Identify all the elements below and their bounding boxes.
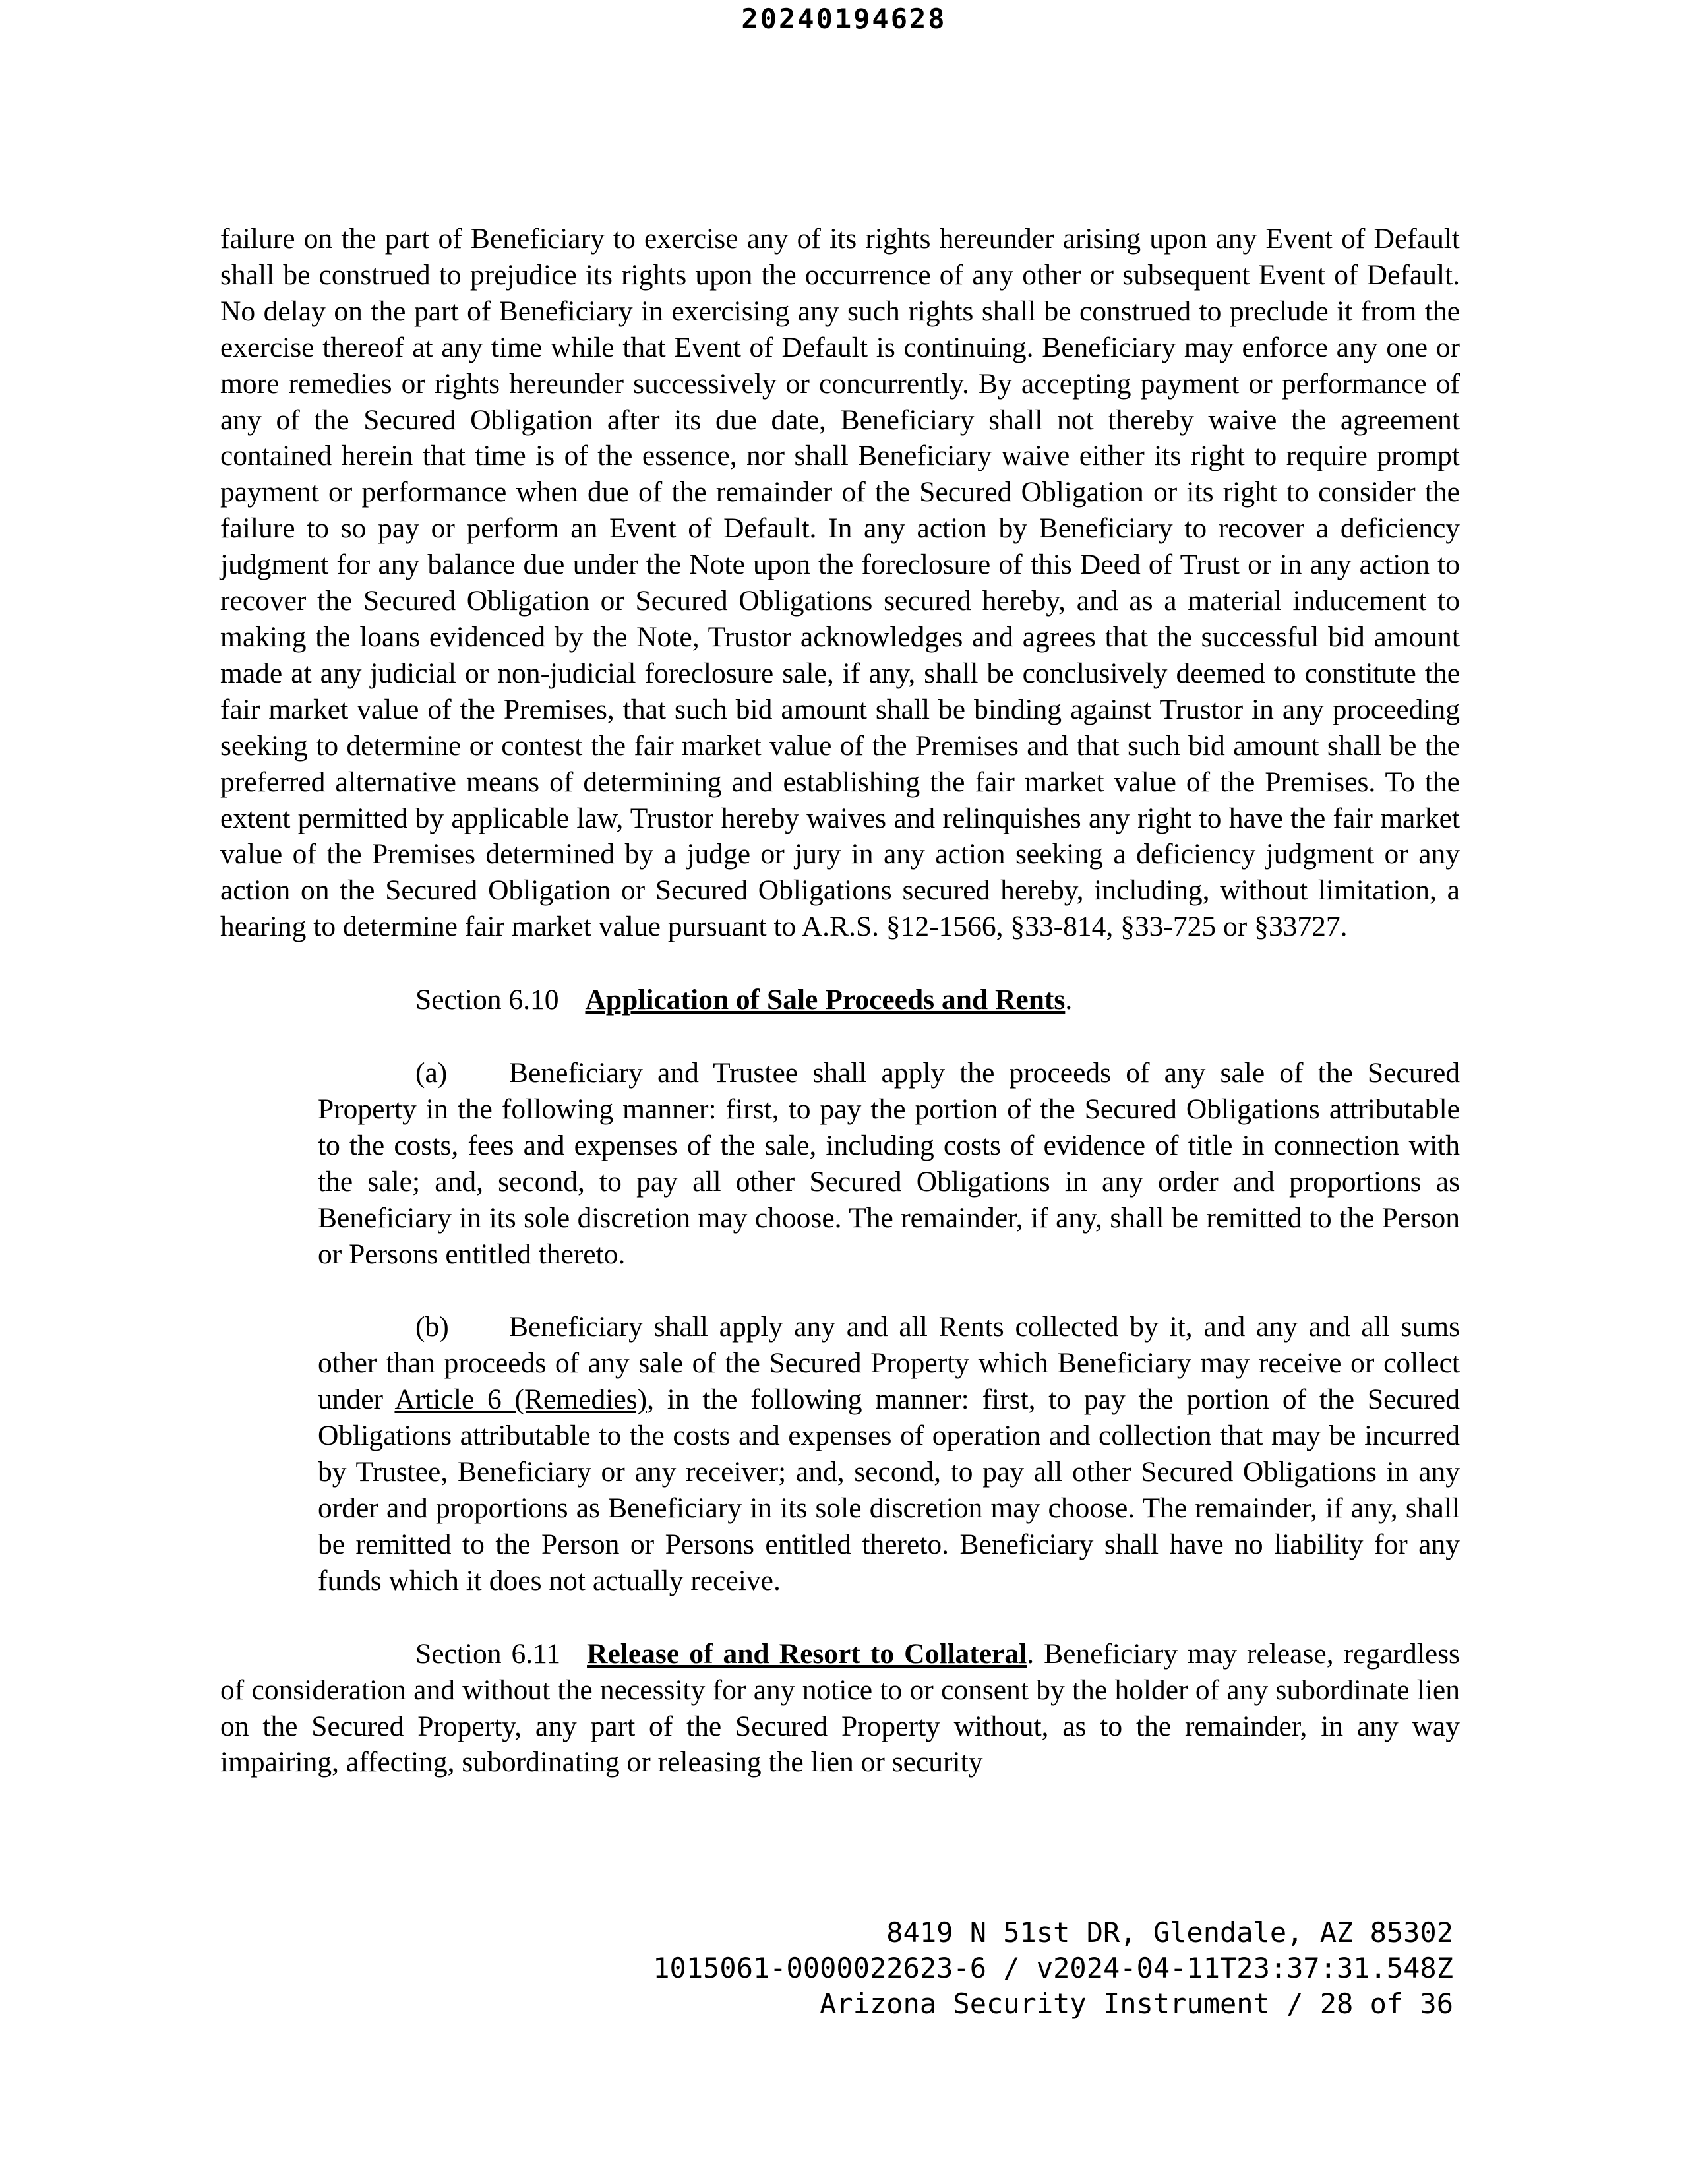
instrument-page-number: Arizona Security Instrument / 28 of 36 xyxy=(820,1987,1453,2020)
paragraph-text: Beneficiary shall apply any and all Rents collected by it, and any and all sums other than proceeds of any sale of the Secured Property which Beneficiary may receive or collect under xyxy=(318,1311,1460,1416)
paragraph-label: (a) xyxy=(415,1057,448,1089)
paragraph-text: Beneficiary and Trustee shall apply the proceeds of any sale of the Secured Property in the following manner: first, to pay the portion of the Secured Obligations attributable to the costs, fees and expenses of the sale, including costs of evidence of title in connection with the sale; and, second, to pay all other Secured Obligations in any order and proportions as Beneficiary in its sole discretion may choose. The remainder, if any, shall be remitted to the Person or Persons entitled thereto. xyxy=(318,1057,1460,1270)
paragraph-label: (b) xyxy=(415,1311,449,1343)
paragraph-a xyxy=(318,1055,1460,1272)
continuation-paragraph: failure on the part of Beneficiary to exercise any of its rights hereunder arising upon any Event of Default shall be construed to prejudice its rights upon the occurrence of any other or subsequent Event of Default. No delay on the part of Beneficiary in exercising any such rights shall be construed to preclude it from the exercise thereof at any time while that Event of Default is continuing. Beneficiary may enforce any one or more remedies or rights hereunder successively or concurrently. By accepting payment or performance of any of the Secured Obligation after its due date, Beneficiary shall not thereby waive the agreement contained herein that time is of the essence, nor shall Beneficiary waive either its right to require prompt payment or performance when due of the remainder of the Secured Obligation or its right to consider the failure to so pay or perform an Event of Default. In any action by Beneficiary to recover a deficiency judgment for any balance due under the Note upon the foreclosure of this Deed of Trust or in any action to recover the Secured Obligation or Secured Obligations secured hereby, and as a material inducement to making the loans evidenced by the Note, Trustor acknowledges and agrees that the successful bid amount made at any judicial or non-judicial foreclosure sale, if any, shall be conclusively deemed to constitute the fair market value of the Premises, that such bid amount shall be binding against Trustor in any proceeding seeking to determine or contest the fair market value of the Premises and that such bid amount shall be the preferred alternative means of determining and establishing the fair market value of the Premises. To the extent permitted by applicable law, Trustor hereby waives and relinquishes any right to have the fair market value of the Premises determined by a judge or jury in any action seeking a deficiency judgment or any action on the Secured Obligation or Secured Obligations secured hereby, including, without limitation, a hearing to determine fair market value pursuant to A.R.S. §12-1566, §33-814, §33-725 or §33727. xyxy=(220,223,1460,943)
page-footer xyxy=(653,1915,1453,2022)
property-address: 8419 N 51st DR, Glendale, AZ 85302 xyxy=(886,1916,1453,1949)
recording-number: 20240194628 xyxy=(741,3,947,35)
section-title: Release of and Resort to Collateral xyxy=(587,1637,1027,1670)
section-6-11 xyxy=(220,1636,1460,1781)
section-number: Section 6.11 xyxy=(415,1637,561,1670)
document-body xyxy=(220,221,1460,1780)
section-title: Application of Sale Proceeds and Rents xyxy=(585,984,1066,1016)
loan-version-id: 1015061-0000022623-6 / v2024-04-11T23:37:31.548Z xyxy=(653,1952,1453,1984)
section-6-10-heading xyxy=(220,982,1460,1018)
section-title-end: . xyxy=(1065,984,1073,1016)
paragraph-b xyxy=(318,1309,1460,1598)
section-text: . Beneficiary may release, regardless of consideration and without the necessity for any notice to or consent by the holder of any subordinate lien on the Secured Property, any part of the Secured Property without, as to the remainder, in any way impairing, affecting, subordinating or releasing the lien or security xyxy=(220,1637,1460,1778)
article-reference: Article 6 (Remedies) xyxy=(394,1383,648,1416)
section-number: Section 6.10 xyxy=(415,984,559,1016)
paragraph-text-continued: , in the following manner: first, to pay the portion of the Secured Obligations attributable to the costs and expenses of operation and collection that may be incurred by Trustee, Beneficiary or any receiver; and, second, to pay all other Secured Obligations in any order and proportions as Beneficiary in its sole discretion may choose. The remainder, if any, shall be remitted to the Person or Persons entitled thereto. Beneficiary shall have no liability for any funds which it does not actually receive. xyxy=(318,1383,1460,1596)
